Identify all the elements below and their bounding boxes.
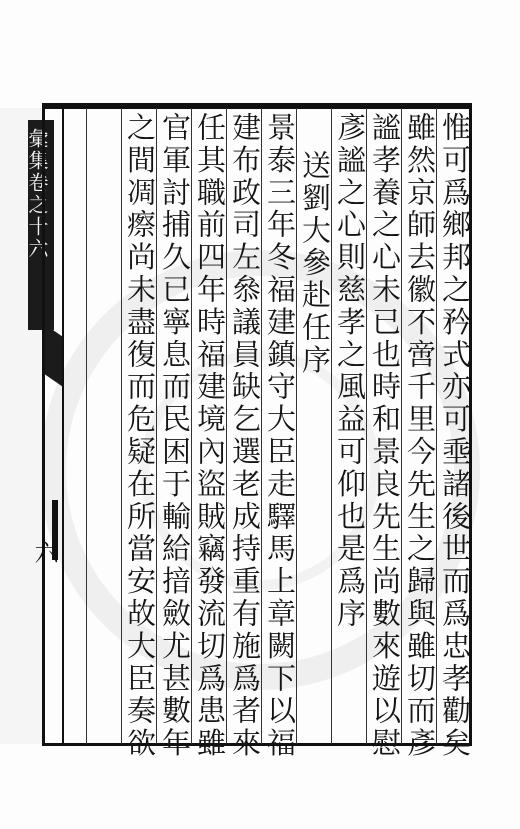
text-column-8: 任其職前四年時福建境內盜賊竊發流切爲患雖: [193, 112, 227, 760]
text-column-2: 雖然京師去徽不啻千里今先生之歸與雖切而彥: [403, 112, 437, 760]
text-column-3: 謐孝養之心未已也時和景良先生尚數來遊以慰: [368, 112, 402, 760]
text-column-10: 之間凋瘵尚未盡復而危疑在所當安故大臣奏欲: [123, 112, 157, 760]
essay-title: 送劉大參赴任序: [298, 150, 332, 377]
fold-title: 彙集卷之十六: [25, 128, 49, 260]
column-rule: [121, 108, 122, 744]
text-column-4: 彥謐之心則慈孝之風益可仰也是爲序: [333, 112, 367, 631]
fold-page-number: 六: [30, 540, 58, 564]
text-column-6: 景泰三年冬福建鎮守大臣走驛馬上章闕下以福: [263, 112, 297, 760]
text-column-9: 官軍討捕久已寧息而民困于輸給揞斂尤甚數年: [158, 112, 192, 760]
text-column-1: 惟可爲鄉邦之矜式亦可埀諸後世而爲忠孝勸矣: [438, 112, 472, 760]
text-column-7: 建布政司左叅議員缺乞選老成持重有施爲者來: [228, 112, 262, 760]
column-rule: [86, 108, 87, 744]
